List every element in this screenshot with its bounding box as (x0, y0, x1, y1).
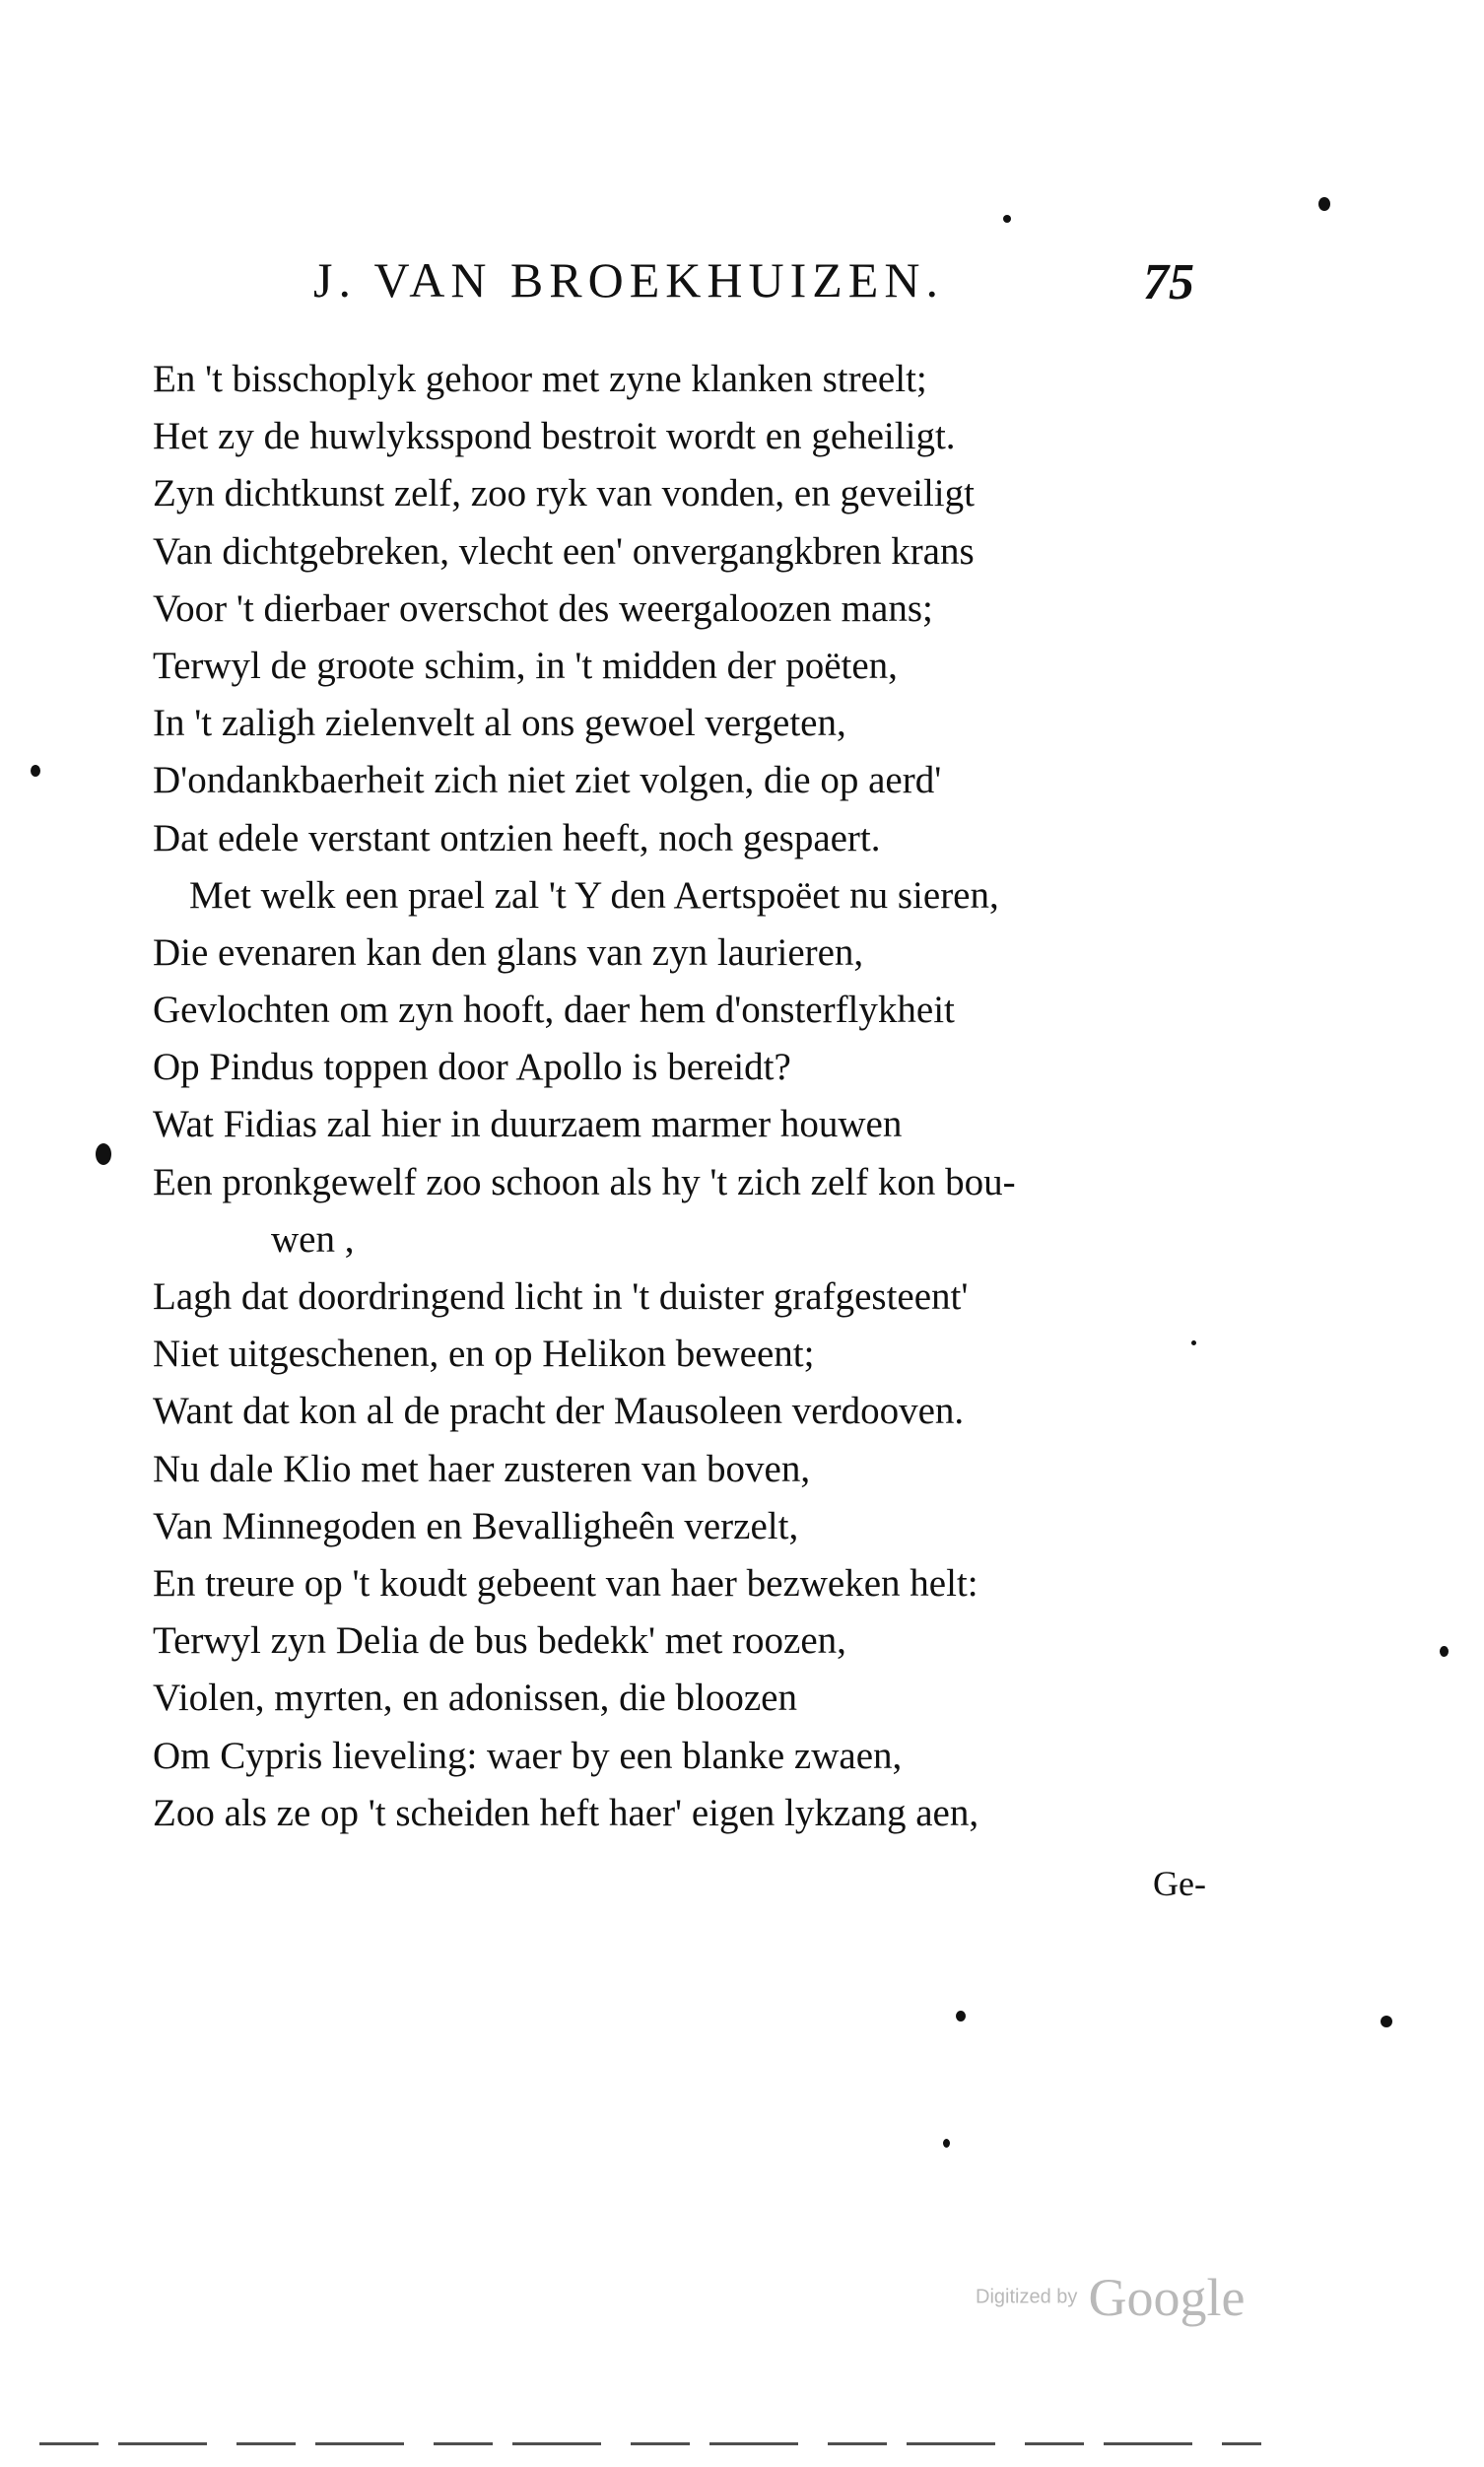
scan-speck (1318, 197, 1330, 211)
poem-line: Voor 't dierbaer overschot des weergaloozen mans; (153, 586, 933, 630)
running-head (313, 251, 1200, 320)
poem-line: Violen, myrten, en adonissen, die bloozen (153, 1677, 797, 1720)
poem-line: Gevlochten om zyn hooft, daer hem d'onsterflykheit (153, 989, 955, 1032)
poem-line: Die evenaren kan den glans van zyn laurieren, (153, 930, 864, 974)
poem-line: En 't bisschoplyk gehoor met zyne klanken streelt; (153, 358, 927, 400)
watermark-brand: Google (1088, 2268, 1246, 2327)
poem-line: Lagh dat doordringend licht in 't duister grafgesteent' (153, 1275, 969, 1318)
scan-edge-rule (39, 2442, 1261, 2445)
digitized-by-google-watermark (976, 2267, 1245, 2328)
poem-line: Van dichtgebreken, vlecht een' onvergangkbren krans (153, 529, 975, 573)
poem-line: Een pronkgewelf zoo schoon als hy 't zich zelf kon bou- (153, 1160, 1016, 1203)
poem-line: Want dat kon al de pracht der Mausoleen verdooven. (153, 1390, 965, 1433)
poem-line: Zyn dichtkunst zelf, zoo ryk van vonden, en geveiligt (153, 472, 975, 515)
poem-line: En treure op 't koudt gebeent van haer bezweken helt: (153, 1561, 978, 1605)
running-head-title: J. VAN BROEKHUIZEN. (313, 252, 944, 308)
poem-body (153, 351, 1237, 1842)
catchword: Ge- (1153, 1864, 1206, 1903)
poem-line: Dat edele verstant ontzien heeft, noch gespaert. (153, 816, 881, 859)
poem-line: Met welk een prael zal 't Y den Aertspoëet nu sieren, (189, 873, 999, 917)
poem-line: Zoo als ze op 't scheiden heft haer' eigen lykzang aen, (153, 1791, 979, 1834)
scan-speck (956, 2011, 966, 2022)
scan-speck (1191, 1340, 1196, 1345)
scan-speck (31, 765, 40, 777)
poem-line: Nu dale Klio met haer zusteren van boven, (153, 1447, 811, 1490)
poem-line: Terwyl de groote schim, in 't midden der poëten, (153, 644, 898, 687)
scan-speck (96, 1143, 111, 1165)
scan-speck (1440, 1646, 1449, 1657)
watermark-digitized-text: Digitized by (976, 2286, 1078, 2308)
poem-line: Terwyl zyn Delia de bus bedekk' met roozen, (153, 1619, 846, 1663)
scan-speck (1003, 215, 1011, 223)
page-number: 75 (1143, 254, 1194, 310)
poem-line: wen , (271, 1217, 355, 1261)
poem-line: Op Pindus toppen door Apollo is bereidt? (153, 1046, 791, 1089)
poem-line: Het zy de huwlyksspond bestroit wordt en geheiligt. (153, 415, 956, 458)
poem-line: Om Cypris lieveling: waer by een blanke zwaen, (153, 1734, 903, 1777)
poem-line: In 't zaligh zielenvelt al ons gewoel vergeten, (153, 702, 846, 745)
poem-line: Wat Fidias zal hier in duurzaem marmer houwen (153, 1103, 903, 1146)
scan-speck (1381, 2016, 1392, 2027)
poem-line: Niet uitgeschenen, en op Helikon beweent; (153, 1333, 815, 1376)
poem-line: Van Minnegoden en Bevalligheên verzelt, (153, 1504, 799, 1547)
scan-speck (943, 2139, 950, 2148)
poem-line: D'ondankbaerheit zich niet ziet volgen, die op aerd' (153, 759, 942, 802)
